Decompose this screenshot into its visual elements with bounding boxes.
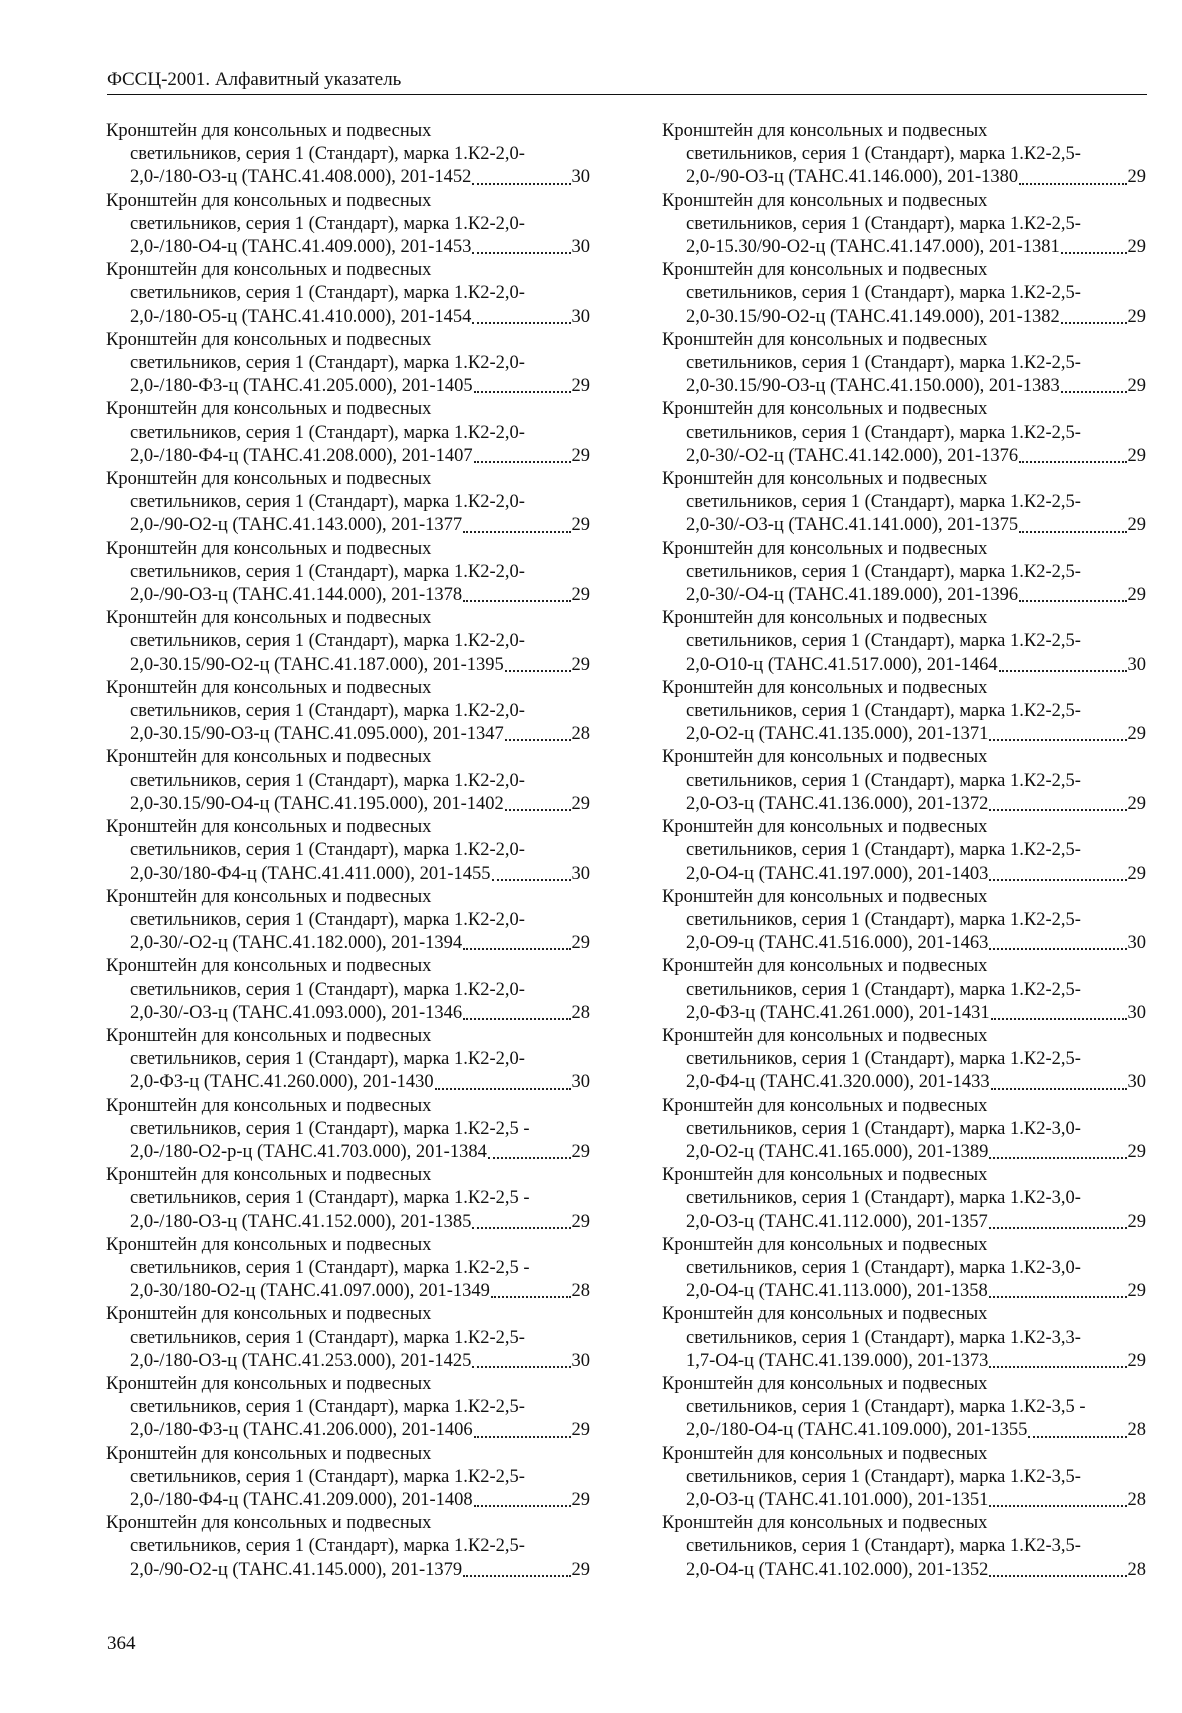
index-entry xyxy=(662,1234,1146,1304)
entry-code-line xyxy=(662,1071,1146,1094)
entry-code-line xyxy=(662,1141,1146,1164)
entry-page-ref: 29 xyxy=(1127,1281,1146,1302)
entry-description: светильников, серия 1 (Стандарт), марка 1.К2-2,0- xyxy=(130,701,525,722)
entry-code: 2,0-Ф3-ц (ТАНС.41.260.000), 201-1430 xyxy=(130,1072,434,1093)
entry-code: 2,0-/90-О3-ц (ТАНС.41.144.000), 201-1378 xyxy=(130,585,463,606)
entry-page-ref: 29 xyxy=(1127,793,1146,814)
dot-leader xyxy=(463,1018,570,1020)
entry-title: Кронштейн для консольных и подвесных xyxy=(662,1513,988,1534)
entry-page-ref: 29 xyxy=(1127,306,1146,327)
index-entry xyxy=(662,190,1146,260)
index-column-left xyxy=(106,120,590,1582)
index-entry xyxy=(662,468,1146,538)
dot-leader xyxy=(989,948,1126,950)
index-entry xyxy=(662,398,1146,468)
entry-page-ref: 29 xyxy=(571,654,590,675)
entry-code-line xyxy=(662,932,1146,955)
entry-page-ref: 29 xyxy=(571,1211,590,1232)
entry-page-ref: 28 xyxy=(1127,1489,1146,1510)
entry-title: Кронштейн для консольных и подвесных xyxy=(106,121,432,141)
entry-description: светильников, серия 1 (Стандарт), марка 1.К2-2,5- xyxy=(686,631,1081,652)
entry-description: светильников, серия 1 (Стандарт), марка 1.К2-2,5- xyxy=(130,1327,525,1348)
entry-code-line xyxy=(662,723,1146,746)
entry-page-ref: 28 xyxy=(571,1002,590,1023)
entry-title: Кронштейн для консольных и подвесных xyxy=(662,747,988,768)
entry-description: светильников, серия 1 (Стандарт), марка 1.К2-2,0- xyxy=(130,561,525,582)
dot-leader xyxy=(505,670,571,672)
entry-title: Кронштейн для консольных и подвесных xyxy=(662,1025,988,1046)
entry-page-ref: 29 xyxy=(571,1420,590,1441)
entry-code-line xyxy=(106,236,590,259)
entry-title: Кронштейн для консольных и подвесных xyxy=(662,190,988,211)
index-entry xyxy=(106,1234,590,1304)
entry-description: светильников, серия 1 (Стандарт), марка 1.К2-3,3- xyxy=(686,1327,1081,1348)
entry-code-line xyxy=(106,863,590,886)
entry-description: светильников, серия 1 (Стандарт), марка 1.К2-2,0- xyxy=(130,840,525,861)
index-entry xyxy=(662,1303,1146,1373)
entry-code: 2,0-/180-Ф4-ц (ТАНС.41.209.000), 201-1408 xyxy=(130,1489,473,1510)
dot-leader xyxy=(1019,183,1126,185)
entry-code-line xyxy=(662,1211,1146,1234)
entry-code: 2,0-О3-ц (ТАНС.41.101.000), 201-1351 xyxy=(686,1489,989,1510)
index-entry xyxy=(106,955,590,1025)
entry-title: Кронштейн для консольных и подвесных xyxy=(662,469,988,490)
entry-code-line xyxy=(662,306,1146,329)
dot-leader xyxy=(472,183,570,185)
dot-leader xyxy=(472,1366,570,1368)
entry-page-ref: 28 xyxy=(1127,1559,1146,1580)
dot-leader xyxy=(1019,600,1126,602)
entry-description: светильников, серия 1 (Стандарт), марка 1.К2-2,5- xyxy=(686,422,1081,443)
entry-description: светильников, серия 1 (Стандарт), марка 1.К2-3,0- xyxy=(686,1257,1081,1278)
entry-code: 2,0-15.30/90-О2-ц (ТАНС.41.147.000), 201-1381 xyxy=(686,237,1060,258)
entry-code-line xyxy=(106,166,590,189)
dot-leader xyxy=(488,1157,571,1159)
entry-title: Кронштейн для консольных и подвесных xyxy=(106,399,432,420)
entry-description: светильников, серия 1 (Стандарт), марка 1.К2-2,5- xyxy=(130,1397,525,1418)
entry-code-line xyxy=(662,654,1146,677)
index-entry xyxy=(106,1512,590,1582)
entry-description: светильников, серия 1 (Стандарт), марка 1.К2-2,5- xyxy=(686,283,1081,304)
dot-leader xyxy=(505,739,571,741)
dot-leader xyxy=(463,531,570,533)
dot-leader xyxy=(989,1296,1127,1298)
entry-title: Кронштейн для консольных и подвесных xyxy=(106,1304,432,1325)
entry-title: Кронштейн для консольных и подвесных xyxy=(662,538,988,559)
entry-description: светильников, серия 1 (Стандарт), марка 1.К2-2,5 - xyxy=(130,1257,530,1278)
entry-description: светильников, серия 1 (Стандарт), марка 1.К2-2,5 - xyxy=(130,1188,530,1209)
dot-leader xyxy=(1019,461,1126,463)
entry-title: Кронштейн для консольных и подвесных xyxy=(662,1095,988,1116)
entry-page-ref: 29 xyxy=(1127,585,1146,606)
entry-description: светильников, серия 1 (Стандарт), марка 1.К2-2,5- xyxy=(686,840,1081,861)
entry-code-line xyxy=(106,1559,590,1582)
entry-code: 2,0-30/-О3-ц (ТАНС.41.093.000), 201-1346 xyxy=(130,1002,463,1023)
entry-code: 2,0-30/180-О2-ц (ТАНС.41.097.000), 201-1349 xyxy=(130,1281,490,1302)
entry-description: светильников, серия 1 (Стандарт), марка 1.К2-3,5- xyxy=(686,1466,1081,1487)
entry-description: светильников, серия 1 (Стандарт), марка 1.К2-2,5- xyxy=(686,1049,1081,1070)
dot-leader xyxy=(1061,252,1127,254)
entry-code-line xyxy=(106,584,590,607)
entry-page-ref: 29 xyxy=(1127,445,1146,466)
entry-page-ref: 29 xyxy=(571,585,590,606)
entry-code-line xyxy=(106,1350,590,1373)
entry-page-ref: 29 xyxy=(1127,1350,1146,1371)
entry-title: Кронштейн для консольных и подвесных xyxy=(106,538,432,559)
dot-leader xyxy=(989,1366,1126,1368)
index-entry xyxy=(662,259,1146,329)
entry-title: Кронштейн для консольных и подвесных xyxy=(106,956,432,977)
dot-leader xyxy=(472,1227,570,1229)
entry-page-ref: 29 xyxy=(571,1489,590,1510)
entry-code: 2,0-О9-ц (ТАНС.41.516.000), 201-1463 xyxy=(686,933,989,954)
entry-code: 2,0-О2-ц (ТАНС.41.165.000), 201-1389 xyxy=(686,1141,989,1162)
entry-page-ref: 29 xyxy=(571,793,590,814)
entry-code-line xyxy=(106,1141,590,1164)
entry-title: Кронштейн для консольных и подвесных xyxy=(106,1165,432,1186)
index-entry xyxy=(106,1443,590,1513)
dot-leader xyxy=(463,600,570,602)
entry-title: Кронштейн для консольных и подвесных xyxy=(662,1234,988,1255)
index-entry xyxy=(106,886,590,956)
page-header-title: ФССЦ-2001. Алфавитный указатель xyxy=(107,69,402,90)
entry-page-ref: 30 xyxy=(571,1072,590,1093)
entry-page-ref: 30 xyxy=(1127,1002,1146,1023)
entry-description: светильников, серия 1 (Стандарт), марка 1.К2-2,5- xyxy=(686,979,1081,1000)
entry-page-ref: 29 xyxy=(1127,1211,1146,1232)
entry-code: 2,0-30.15/90-О4-ц (ТАНС.41.195.000), 201-1402 xyxy=(130,793,504,814)
entry-code-line xyxy=(662,1489,1146,1512)
entry-description: светильников, серия 1 (Стандарт), марка 1.К2-2,0- xyxy=(130,979,525,1000)
entry-title: Кронштейн для консольных и подвесных xyxy=(662,817,988,838)
entry-title: Кронштейн для консольных и подвесных xyxy=(106,1373,432,1394)
index-column-right xyxy=(662,120,1146,1582)
entry-description: светильников, серия 1 (Стандарт), марка 1.К2-2,0- xyxy=(130,770,525,791)
entry-page-ref: 30 xyxy=(571,306,590,327)
entry-description: светильников, серия 1 (Стандарт), марка 1.К2-2,0- xyxy=(130,909,525,930)
entry-title: Кронштейн для консольных и подвесных xyxy=(106,1095,432,1116)
index-entry xyxy=(106,538,590,608)
entry-title: Кронштейн для консольных и подвесных xyxy=(662,329,988,350)
entry-code: 2,0-30.15/90-О2-ц (ТАНС.41.187.000), 201-1395 xyxy=(130,654,504,675)
entry-title: Кронштейн для консольных и подвесных xyxy=(662,1373,988,1394)
entry-page-ref: 29 xyxy=(1127,167,1146,188)
entry-title: Кронштейн для консольных и подвесных xyxy=(662,1304,988,1325)
entry-description: светильников, серия 1 (Стандарт), марка 1.К2-2,0- xyxy=(130,492,525,513)
entry-code: 2,0-Ф4-ц (ТАНС.41.320.000), 201-1433 xyxy=(686,1072,990,1093)
entry-code: 2,0-30.15/90-О2-ц (ТАНС.41.149.000), 201-1382 xyxy=(686,306,1060,327)
dot-leader xyxy=(463,1575,570,1577)
page-number: 364 xyxy=(107,1633,136,1654)
index-entry xyxy=(662,677,1146,747)
entry-code-line xyxy=(106,654,590,677)
entry-code: 2,0-/90-О2-ц (ТАНС.41.145.000), 201-1379 xyxy=(130,1559,463,1580)
index-entry xyxy=(662,1373,1146,1443)
dot-leader xyxy=(505,809,571,811)
index-entry xyxy=(106,746,590,816)
index-entry xyxy=(662,329,1146,399)
index-entry xyxy=(662,816,1146,886)
index-entry xyxy=(106,1164,590,1234)
entry-code: 2,0-30/-О4-ц (ТАНС.41.189.000), 201-1396 xyxy=(686,585,1019,606)
entry-code: 2,0-30/180-Ф4-ц (ТАНС.41.411.000), 201-1455 xyxy=(130,863,491,884)
dot-leader xyxy=(991,1088,1127,1090)
entry-code: 2,0-30/-О2-ц (ТАНС.41.182.000), 201-1394 xyxy=(130,933,463,954)
entry-title: Кронштейн для консольных и подвесных xyxy=(106,260,432,281)
entry-code: 2,0-30/-О3-ц (ТАНС.41.141.000), 201-1375 xyxy=(686,515,1019,536)
entry-description: светильников, серия 1 (Стандарт), марка 1.К2-3,0- xyxy=(686,1188,1081,1209)
entry-page-ref: 29 xyxy=(1127,515,1146,536)
entry-description: светильников, серия 1 (Стандарт), марка 1.К2-2,0- xyxy=(130,213,525,234)
entry-code-line xyxy=(662,793,1146,816)
dot-leader xyxy=(989,1227,1127,1229)
entry-description: светильников, серия 1 (Стандарт), марка 1.К2-2,5- xyxy=(686,561,1081,582)
entry-code: 2,0-/180-О4-ц (ТАНС.41.409.000), 201-1453 xyxy=(130,237,472,258)
entry-description: светильников, серия 1 (Стандарт), марка 1.К2-3,5- xyxy=(686,1536,1081,1557)
entry-code-line xyxy=(662,863,1146,886)
entry-code: 2,0-/90-О3-ц (ТАНС.41.146.000), 201-1380 xyxy=(686,167,1019,188)
dot-leader xyxy=(472,252,570,254)
entry-code: 2,0-О3-ц (ТАНС.41.112.000), 201-1357 xyxy=(686,1211,988,1232)
entry-page-ref: 30 xyxy=(571,237,590,258)
entry-code: 2,0-/180-О3-ц (ТАНС.41.152.000), 201-1385 xyxy=(130,1211,472,1232)
entry-description: светильников, серия 1 (Стандарт), марка 1.К2-3,5 - xyxy=(686,1397,1086,1418)
entry-code: 2,0-О3-ц (ТАНС.41.136.000), 201-1372 xyxy=(686,793,989,814)
entry-description: светильников, серия 1 (Стандарт), марка 1.К2-2,5- xyxy=(686,770,1081,791)
entry-description: светильников, серия 1 (Стандарт), марка 1.К2-2,0- xyxy=(130,353,525,374)
dot-leader xyxy=(435,1088,571,1090)
dot-leader xyxy=(989,879,1126,881)
dot-leader xyxy=(989,1505,1126,1507)
entry-code-line xyxy=(106,306,590,329)
entry-code-line xyxy=(106,1280,590,1303)
entry-title: Кронштейн для консольных и подвесных xyxy=(662,121,988,141)
entry-page-ref: 29 xyxy=(571,515,590,536)
entry-page-ref: 30 xyxy=(1127,654,1146,675)
entry-code-line xyxy=(662,445,1146,468)
entry-code-line xyxy=(662,1559,1146,1582)
entry-code: 2,0-30/-О2-ц (ТАНС.41.142.000), 201-1376 xyxy=(686,445,1019,466)
index-entry xyxy=(106,468,590,538)
entry-code-line xyxy=(106,514,590,537)
entry-page-ref: 29 xyxy=(571,376,590,397)
entry-code-line xyxy=(106,932,590,955)
entry-title: Кронштейн для консольных и подвесных xyxy=(106,677,432,698)
index-entry xyxy=(662,1164,1146,1234)
entry-description: светильников, серия 1 (Стандарт), марка 1.К2-2,5- xyxy=(130,1466,525,1487)
entry-code: 2,0-/90-О2-ц (ТАНС.41.143.000), 201-1377 xyxy=(130,515,463,536)
dot-leader xyxy=(989,809,1126,811)
entry-title: Кронштейн для консольных и подвесных xyxy=(106,190,432,211)
entry-description: светильников, серия 1 (Стандарт), марка 1.К2-2,5- xyxy=(686,213,1081,234)
dot-leader xyxy=(1019,531,1126,533)
entry-title: Кронштейн для консольных и подвесных xyxy=(662,1443,988,1464)
entry-title: Кронштейн для консольных и подвесных xyxy=(106,608,432,629)
entry-page-ref: 30 xyxy=(571,1350,590,1371)
entry-code-line xyxy=(106,1419,590,1442)
index-entry xyxy=(106,1025,590,1095)
index-entry xyxy=(662,1443,1146,1513)
entry-title: Кронштейн для консольных и подвесных xyxy=(106,1025,432,1046)
entry-code-line xyxy=(662,1350,1146,1373)
entry-page-ref: 30 xyxy=(571,863,590,884)
index-entry xyxy=(106,1095,590,1165)
entry-page-ref: 30 xyxy=(1127,1072,1146,1093)
index-entry xyxy=(106,1373,590,1443)
dot-leader xyxy=(989,1575,1126,1577)
dot-leader xyxy=(472,322,570,324)
index-entry xyxy=(106,398,590,468)
dot-leader xyxy=(474,461,571,463)
entry-code: 2,0-/180-О5-ц (ТАНС.41.410.000), 201-1454 xyxy=(130,306,472,327)
entry-title: Кронштейн для консольных и подвесных xyxy=(662,608,988,629)
entry-title: Кронштейн для консольных и подвесных xyxy=(106,817,432,838)
index-entry xyxy=(106,607,590,677)
dot-leader xyxy=(474,391,571,393)
index-entry xyxy=(106,1303,590,1373)
index-entry xyxy=(106,259,590,329)
dot-leader xyxy=(474,1505,571,1507)
page-header xyxy=(107,68,1147,95)
entry-page-ref: 29 xyxy=(571,1559,590,1580)
index-entry xyxy=(662,955,1146,1025)
index-entry xyxy=(106,120,590,190)
entry-code: 2,0-О4-ц (ТАНС.41.197.000), 201-1403 xyxy=(686,863,989,884)
entry-description: светильников, серия 1 (Стандарт), марка 1.К2-2,5 - xyxy=(130,1118,530,1139)
entry-title: Кронштейн для консольных и подвесных xyxy=(662,260,988,281)
index-entry xyxy=(106,816,590,886)
dot-leader xyxy=(1061,322,1127,324)
entry-code: 2,0-/180-Ф3-ц (ТАНС.41.206.000), 201-1406 xyxy=(130,1420,473,1441)
dot-leader xyxy=(989,1157,1126,1159)
entry-description: светильников, серия 1 (Стандарт), марка 1.К2-2,5- xyxy=(686,909,1081,930)
entry-page-ref: 29 xyxy=(1127,1141,1146,1162)
entry-page-ref: 29 xyxy=(1127,237,1146,258)
entry-title: Кронштейн для консольных и подвесных xyxy=(106,329,432,350)
entry-page-ref: 29 xyxy=(571,933,590,954)
entry-code: 2,0-30.15/90-О3-ц (ТАНС.41.095.000), 201-1347 xyxy=(130,724,504,745)
index-entry xyxy=(662,1512,1146,1582)
entry-page-ref: 29 xyxy=(1127,376,1146,397)
dot-leader xyxy=(991,1018,1127,1020)
dot-leader xyxy=(989,739,1126,741)
entry-description: светильников, серия 1 (Стандарт), марка 1.К2-2,0- xyxy=(130,1049,525,1070)
entry-page-ref: 29 xyxy=(571,1141,590,1162)
entry-description: светильников, серия 1 (Стандарт), марка 1.К2-2,0- xyxy=(130,422,525,443)
entry-code-line xyxy=(106,1211,590,1234)
entry-code: 2,0-/180-О4-ц (ТАНС.41.109.000), 201-1355 xyxy=(686,1420,1028,1441)
entry-page-ref: 30 xyxy=(1127,933,1146,954)
entry-code-line xyxy=(662,584,1146,607)
entry-code-line xyxy=(662,375,1146,398)
entry-page-ref: 28 xyxy=(571,724,590,745)
entry-code: 2,0-/180-Ф4-ц (ТАНС.41.208.000), 201-1407 xyxy=(130,445,473,466)
entry-title: Кронштейн для консольных и подвесных xyxy=(662,399,988,420)
dot-leader xyxy=(463,948,570,950)
entry-page-ref: 30 xyxy=(571,167,590,188)
entry-code-line xyxy=(106,375,590,398)
entry-code: 2,0-О10-ц (ТАНС.41.517.000), 201-1464 xyxy=(686,654,998,675)
entry-title: Кронштейн для консольных и подвесных xyxy=(662,677,988,698)
entry-code: 2,0-/180-О3-ц (ТАНС.41.408.000), 201-1452 xyxy=(130,167,472,188)
entry-code-line xyxy=(662,514,1146,537)
entry-page-ref: 29 xyxy=(1127,863,1146,884)
entry-code: 2,0-О2-ц (ТАНС.41.135.000), 201-1371 xyxy=(686,724,989,745)
entry-code: 2,0-/180-О2-р-ц (ТАНС.41.703.000), 201-1384 xyxy=(130,1141,487,1162)
entry-code: 2,0-/180-Ф3-ц (ТАНС.41.205.000), 201-1405 xyxy=(130,376,473,397)
index-entry xyxy=(106,329,590,399)
entry-title: Кронштейн для консольных и подвесных xyxy=(106,747,432,768)
entry-code: 2,0-/180-О3-ц (ТАНС.41.253.000), 201-1425 xyxy=(130,1350,472,1371)
entry-description: светильников, серия 1 (Стандарт), марка 1.К2-2,5- xyxy=(130,1536,525,1557)
index-entry xyxy=(662,607,1146,677)
entry-title: Кронштейн для консольных и подвесных xyxy=(106,1513,432,1534)
entry-page-ref: 28 xyxy=(1127,1420,1146,1441)
index-entry xyxy=(662,120,1146,190)
entry-code-line xyxy=(106,1002,590,1025)
entry-code: 2,0-О4-ц (ТАНС.41.102.000), 201-1352 xyxy=(686,1559,989,1580)
dot-leader xyxy=(999,670,1127,672)
index-entry xyxy=(662,1025,1146,1095)
entry-code-line xyxy=(106,793,590,816)
entry-code-line xyxy=(662,1002,1146,1025)
entry-title: Кронштейн для консольных и подвесных xyxy=(662,956,988,977)
entry-code: 2,0-Ф3-ц (ТАНС.41.261.000), 201-1431 xyxy=(686,1002,990,1023)
dot-leader xyxy=(491,1296,571,1298)
dot-leader xyxy=(1061,391,1127,393)
dot-leader xyxy=(474,1436,571,1438)
entry-code-line xyxy=(106,1489,590,1512)
entry-code-line xyxy=(662,166,1146,189)
entry-description: светильников, серия 1 (Стандарт), марка 1.К2-2,5- xyxy=(686,144,1081,165)
entry-description: светильников, серия 1 (Стандарт), марка 1.К2-3,0- xyxy=(686,1118,1081,1139)
index-entry xyxy=(662,538,1146,608)
entry-title: Кронштейн для консольных и подвесных xyxy=(106,886,432,907)
dot-leader xyxy=(1028,1436,1126,1438)
entry-code-line xyxy=(662,1280,1146,1303)
entry-code: 1,7-О4-ц (ТАНС.41.139.000), 201-1373 xyxy=(686,1350,989,1371)
entry-title: Кронштейн для консольных и подвесных xyxy=(106,1443,432,1464)
entry-code-line xyxy=(662,236,1146,259)
entry-title: Кронштейн для консольных и подвесных xyxy=(662,1165,988,1186)
entry-page-ref: 29 xyxy=(1127,724,1146,745)
entry-page-ref: 28 xyxy=(571,1281,590,1302)
entry-description: светильников, серия 1 (Стандарт), марка 1.К2-2,0- xyxy=(130,283,525,304)
entry-description: светильников, серия 1 (Стандарт), марка 1.К2-2,5- xyxy=(686,353,1081,374)
entry-code-line xyxy=(106,445,590,468)
entry-description: светильников, серия 1 (Стандарт), марка 1.К2-2,0- xyxy=(130,631,525,652)
index-entry xyxy=(662,886,1146,956)
index-entry xyxy=(106,677,590,747)
entry-description: светильников, серия 1 (Стандарт), марка 1.К2-2,5- xyxy=(686,492,1081,513)
index-entry xyxy=(662,1095,1146,1165)
entry-description: светильников, серия 1 (Стандарт), марка 1.К2-2,5- xyxy=(686,701,1081,722)
entry-code-line xyxy=(106,723,590,746)
entry-description: светильников, серия 1 (Стандарт), марка 1.К2-2,0- xyxy=(130,144,525,165)
entry-code: 2,0-30.15/90-О3-ц (ТАНС.41.150.000), 201-1383 xyxy=(686,376,1060,397)
entry-title: Кронштейн для консольных и подвесных xyxy=(106,469,432,490)
entry-page-ref: 29 xyxy=(571,445,590,466)
entry-title: Кронштейн для консольных и подвесных xyxy=(662,886,988,907)
entry-title: Кронштейн для консольных и подвесных xyxy=(106,1234,432,1255)
index-entry xyxy=(106,190,590,260)
index-entry xyxy=(662,746,1146,816)
entry-code-line xyxy=(106,1071,590,1094)
entry-code-line xyxy=(662,1419,1146,1442)
dot-leader xyxy=(492,879,571,881)
entry-code: 2,0-О4-ц (ТАНС.41.113.000), 201-1358 xyxy=(686,1281,988,1302)
